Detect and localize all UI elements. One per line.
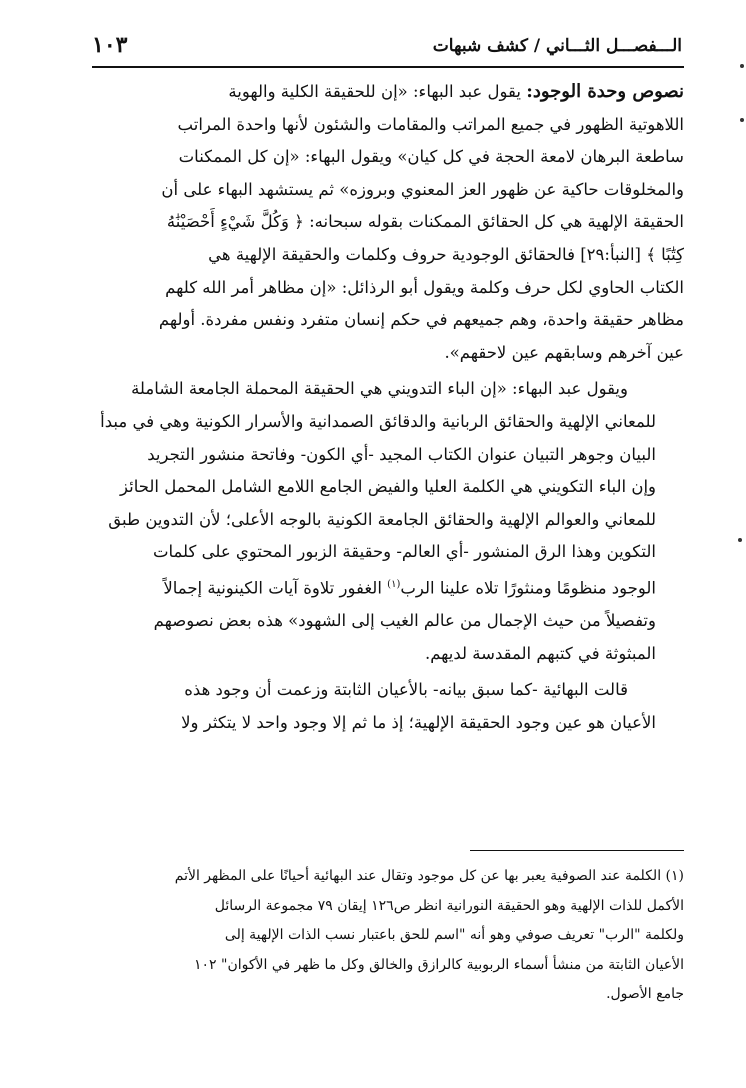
section-heading: نصوص وحدة الوجود: [526, 81, 684, 102]
text-line: التكوين وهذا الرق المنشور -أي العالم- وحقيقة الزبور المحتوي على كلمات [152, 542, 656, 562]
chapter-title: الـــفصـــل الثـــاني / كشف شبهات [432, 36, 682, 56]
text-line: الكتاب الحاوي لكل حرف وكلمة ويقول أبو الرذائل: «إن مظاهر أمر الله كلهم [165, 277, 684, 297]
paragraph-1 [92, 76, 684, 369]
main-text [92, 76, 684, 739]
text-line: وإن الباء التكويني هي الكلمة العليا والفيض الجامع اللامع الشامل المحمل الحائز [120, 477, 656, 497]
paragraph-2 [92, 373, 684, 670]
scan-speck [740, 64, 744, 68]
page-number: ١٠٣ [92, 32, 128, 58]
footnote-line: الأكمل للذات الإلهية وهو الحقيقة النورانية انظر ص١٢٦ إيقان ٧٩ مجموعة الرسائل [214, 897, 684, 914]
text-line: الوجود منظومًا ومنثورًا تلاه علينا الرب$^{(١)}$ الغفور تلاوة آيات الكينونية إجمالاً [163, 578, 656, 598]
header-divider [92, 66, 684, 68]
text-line: قالت البهائية -كما سبق بيانه- بالأعيان الثابتة وزعمت أن وجود هذه [184, 680, 628, 700]
footnote-line: الأعيان الثابتة من منشأ أسماء الربوبية كالرازق والخالق وكل ما ظهر في الأكوان" ١٠٢ [194, 956, 684, 973]
footnote-line: جامع الأصول. [606, 986, 684, 1002]
paragraph-3 [92, 674, 684, 739]
text-line: كِتَٰبًا ﴾ [النبأ:٢٩] فالحقائق الوجودية حروف وكلمات والحقيقة الإلهية هي [208, 244, 684, 264]
text-line: وتفصيلاً من حيث الإجمال من عالم الغيب إلى الشهود» هذه بعض نصوصهم [153, 611, 656, 630]
text-line: ويقول عبد البهاء: «إن الباء التدويني هي الحقيقة المحملة الجامعة الشاملة [131, 379, 628, 399]
footnote [92, 862, 684, 1010]
scan-speck [738, 538, 742, 542]
text-line: البيان وجوهر التبيان عنوان الكتاب المجيد -أي الكون- وفاتحة منشور التجريد [147, 444, 656, 464]
page-header [92, 30, 682, 64]
scan-speck [740, 118, 744, 122]
text-line: الحقيقة الإلهية هي كل الحقائق الممكنات بقوله سبحانه: ﴿ وَكُلَّ شَيْءٍ أَحْصَيْنَٰهُ [166, 212, 684, 232]
text-line: للمعاني والعوالم الإلهية والحقائق الجامعة الكونية بالوجه الأعلى؛ لأن التدوين طبق [108, 509, 656, 529]
footnote-divider [470, 850, 684, 851]
text-line: للمعاني الإلهية والحقائق الربانية والدقائق الصمدانية والأسرار الكونية وهي في مبدأ [100, 411, 656, 431]
footnote-line: (١) الكلمة عند الصوفية يعبر بها عن كل موجود وتقال عند البهائية أحيانًا على المظهر الأتم [174, 868, 684, 884]
footnote-1 [92, 862, 684, 1010]
text-line: المبثوثة في كتبهم المقدسة لديهم. [424, 643, 656, 663]
text-line: ساطعة البرهان لامعة الحجة في كل كيان» ويقول البهاء: «إن كل الممكنات [178, 147, 684, 167]
text-line: مظاهر حقيقة واحدة، وهم جميعهم في حكم إنسان متفرد ونفس مفردة. أولهم [158, 310, 684, 330]
text-line: والمخلوقات حاكية عن ظهور العز المعنوي وبروزه» ثم يستشهد البهاء على أن [161, 179, 684, 199]
text-line: عين آخرهم وسابقهم عين لاحقهم». [444, 342, 684, 362]
text-line: الأعيان هو عين وجود الحقيقة الإلهية؛ إذ ما ثم إلا وجود واحد لا يتكثر ولا [181, 712, 656, 732]
text-line: اللاهوتية الظهور في جميع المراتب والمقامات والشئون لأنها واحدة المراتب [177, 114, 684, 134]
footnote-reference[interactable]: (١) [387, 578, 401, 590]
text-line: نصوص وحدة الوجود: يقول عبد البهاء: «إن للحقيقة الكلية والهوية [228, 81, 684, 102]
footnote-line: ولكلمة "الرب" تعريف صوفي وهو أنه "اسم للحق باعتبار نسب الذات الإلهية إلى [224, 927, 684, 943]
